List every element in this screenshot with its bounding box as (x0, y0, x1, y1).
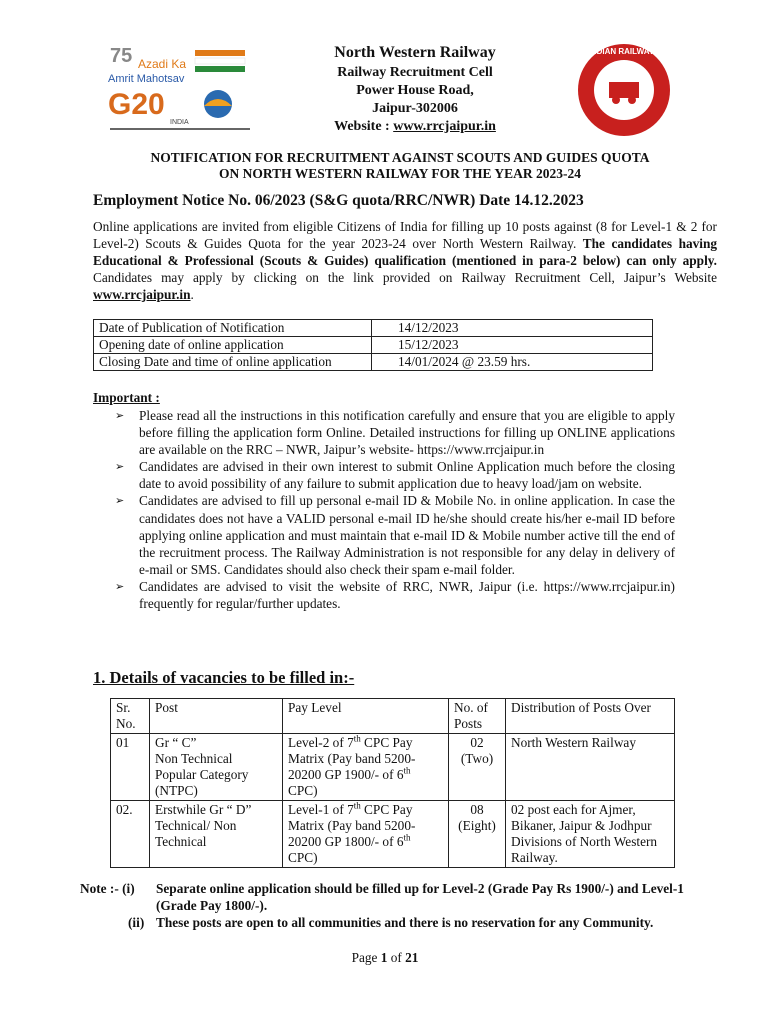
pay-sup-1: th (353, 800, 361, 811)
post-grade: Gr “ C” (155, 735, 197, 750)
amrit-text: Amrit Mahotsav (108, 73, 185, 85)
pay-text-c: CPC) (288, 783, 318, 798)
list-item (115, 407, 675, 458)
list-item-text: Candidates are advised to fill up personal e-mail ID & Mobile No. in online application. In case the candidates does not have a VALID personal e-mail ID he/she should create his/her e-mail ID before applying online application and must maintain that e-mail ID & Mobile number active till the end of the recruitment process. The Railway Administration is not responsible for any delay in delivery of e-mail or SMS. Candidates should also check their spam e-mail folder. (139, 493, 675, 577)
num-value: 08 (470, 802, 484, 817)
date-value: 15/12/2023 (372, 337, 653, 354)
pay-sup-2: th (403, 765, 411, 776)
header-sr: Sr. No. (111, 699, 150, 734)
row-post (150, 801, 283, 868)
employment-notice: Employment Notice No. 06/2023 (S&G quota/RRC/NWR) Date 14.12.2023 (93, 192, 584, 209)
intro-end: . (190, 287, 194, 302)
header-cell: Railway Recruitment Cell (337, 65, 493, 80)
list-item-text: Candidates are advised to visit the website of RRC, NWR, Jaipur (i.e. https://www.rrcjaipur.in) frequently for regular/further updates. (139, 578, 675, 612)
header-title: North Western Railway (334, 44, 496, 61)
num-words: (Two) (460, 751, 494, 766)
table-row (94, 354, 653, 371)
intro-part-2: Candidates may apply by clicking on the link provided on Railway Recruitment Cell, Jaipur’s Website (93, 270, 717, 285)
num-words: (Eight) (458, 818, 496, 833)
intro-bold: The candidates having Educational & Professional (Scouts & Guides) qualification (mentioned in para-2 below) can only apply. (93, 236, 718, 268)
date-label: Opening date of online application (94, 337, 372, 354)
arrow-bullet-icon: ➢ (115, 579, 125, 593)
pay-text-c: CPC) (288, 850, 318, 865)
pay-text-a: Level-2 of 7 (288, 735, 354, 750)
row-dist: North Western Railway (506, 734, 675, 801)
intro-part-1: Online applications are invited from eligible Citizens of India for filling up 10 posts against (8 for Level-1 & 2 for Level-2) Scouts & Guides Quota for the year 2023-24 over North Western Railway. (93, 219, 717, 251)
note-2 (80, 914, 720, 931)
important-list (115, 407, 675, 612)
website-link[interactable]: www.rrcjaipur.in (393, 119, 496, 134)
pay-sup-2: th (403, 832, 411, 843)
notes (80, 880, 720, 931)
page-of: of (387, 950, 406, 965)
intro-paragraph (93, 218, 717, 303)
note-2-text: These posts are open to all communities and there is no reservation for any Community. (156, 915, 654, 930)
num-value: 02 (470, 735, 484, 750)
azadi-g20-logo (100, 44, 260, 134)
post-grade: Erstwhile Gr “ D” (155, 802, 252, 817)
section-1-heading: 1. Details of vacancies to be filled in:- (93, 668, 355, 687)
note-prefix (80, 880, 156, 914)
header-address-2: Jaipur-302006 (372, 101, 458, 116)
header-num: No. of Posts (449, 699, 506, 734)
header-dist: Distribution of Posts Over (506, 699, 675, 734)
pay-text-b: CPC Pay Matrix (Pay band 5200-20200 GP 1800/- of 6 (288, 802, 416, 849)
notification-line-1: NOTIFICATION FOR RECRUITMENT AGAINST SCOUTS AND GUIDES QUOTA (150, 150, 650, 165)
intro-website-link[interactable]: www.rrcjaipur.in (93, 287, 191, 302)
pay-text-b: CPC Pay Matrix (Pay band 5200-20200 GP 1900/- of 6 (288, 735, 416, 782)
row-pay (283, 734, 449, 801)
website-label: Website : (334, 119, 394, 134)
list-item-text: Candidates are advised in their own interest to submit Online Application much before the closing date to avoid possibility of any failure to submit application due to heavy load/jam on website. (139, 459, 675, 492)
header-post: Post (150, 699, 283, 734)
arrow-bullet-icon: ➢ (115, 460, 125, 474)
arrow-bullet-icon: ➢ (115, 494, 125, 508)
dates-table (93, 319, 653, 371)
table-row (111, 734, 675, 801)
row-pay (283, 801, 449, 868)
important-heading: Important : (93, 390, 160, 405)
note-1-label: (i) (122, 881, 135, 896)
note-1 (80, 880, 720, 914)
row-sr: 02. (111, 801, 150, 868)
g20-india-text: INDIA (170, 119, 189, 126)
list-item-text: Please read all the instructions in this notification carefully and ensure that you are eligible to apply before filling the application form Online. Detailed instructions for filling up ONLINE applications are available on the RRC – NWR, Jaipur’s website- https://www.rrcjaipur.in (139, 408, 675, 458)
date-label: Closing Date and time of online application (94, 354, 372, 371)
page-number (0, 950, 770, 966)
pay-text-a: Level-1 of 7 (288, 802, 354, 817)
date-label: Date of Publication of Notification (94, 320, 372, 337)
table-row (94, 337, 653, 354)
date-value: 14/12/2023 (372, 320, 653, 337)
vacancy-table (110, 698, 675, 868)
table-row (111, 801, 675, 868)
azadi-text: Azadi Ka (138, 57, 187, 71)
azadi-75-text: 75 (110, 45, 133, 67)
arrow-bullet-icon: ➢ (115, 409, 125, 422)
row-sr: 01 (111, 734, 150, 801)
table-header-row (111, 699, 675, 734)
post-category: Non Technical Popular Category (NTPC) (155, 751, 249, 798)
list-item (115, 458, 675, 492)
page-total: 21 (405, 950, 419, 965)
indian-railways-logo (564, 40, 684, 140)
pay-sup-1: th (353, 733, 361, 744)
railways-seal-text: INDIAN RAILWAYS (588, 47, 660, 56)
notification-line-2: ON NORTH WESTERN RAILWAY FOR THE YEAR 2023-24 (219, 166, 581, 181)
date-value: 14/01/2024 @ 23.59 hrs. (372, 354, 653, 371)
header-address-1: Power House Road, (356, 83, 474, 98)
g20-text: G20 (108, 88, 165, 121)
row-dist: 02 post each for Ajmer, Bikaner, Jaipur & Jodhpur Divisions of North Western Railway. (506, 801, 675, 868)
header-pay: Pay Level (283, 699, 449, 734)
note-2-label: (ii) (128, 915, 145, 930)
page-prefix: Page (351, 950, 381, 965)
table-row (94, 320, 653, 337)
row-post (150, 734, 283, 801)
row-num (449, 801, 506, 868)
row-num (449, 734, 506, 801)
list-item (115, 492, 675, 577)
note-prefix-text: Note :- (80, 881, 123, 896)
post-category: Technical/ Non Technical (155, 818, 237, 849)
page-current: 1 (380, 950, 388, 965)
list-item (115, 578, 675, 612)
note-1-text: Separate online application should be filled up for Level-2 (Grade Pay Rs 1900/-) and Level-1 (Grade Pay 1800/-). (156, 881, 684, 913)
header-website (290, 119, 540, 135)
